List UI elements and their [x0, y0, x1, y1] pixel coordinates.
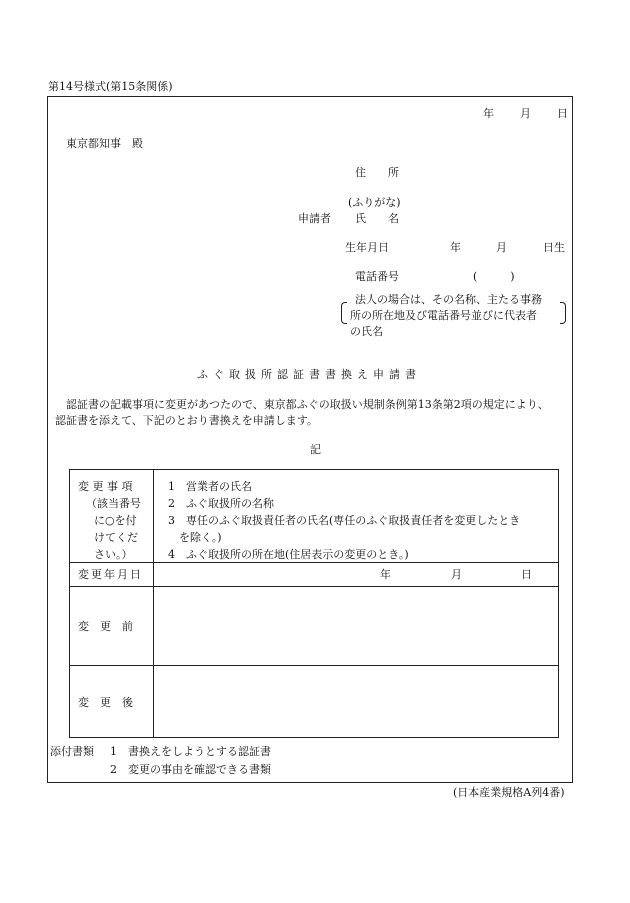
phone-label: 電話番号	[355, 270, 399, 283]
change-item: 3 専任のふぐ取扱責任者の氏名(専任のふぐ取扱責任者を変更したとき	[168, 514, 521, 528]
addressee: 東京都知事 殿	[66, 137, 143, 150]
before-label: 変 更 前	[78, 620, 133, 633]
change-items-label-line: に○を付	[94, 514, 137, 528]
change-items-label-line: けてくだ	[94, 531, 138, 545]
phone-parens: ( )	[473, 270, 515, 283]
attachment-item-1: 1 書換えをしようとする認証書	[110, 745, 271, 758]
change-items-label-line: 変 更 事 項	[78, 480, 133, 493]
after-label: 変 更 後	[78, 696, 133, 709]
name-label: 氏 名	[355, 212, 399, 225]
corporate-note	[350, 292, 564, 340]
address-label: 住 所	[355, 166, 399, 179]
body-line-2: 認証書を添えて、下記のとおり書換えを申請します。	[55, 414, 318, 427]
change-item: 4 ふぐ取扱所の所在地(住居表示の変更のとき。)	[168, 548, 409, 562]
change-item-list	[168, 478, 520, 563]
attachments-label: 添付書類	[50, 745, 94, 758]
change-items-label	[78, 478, 150, 563]
birth-day-label: 日生	[543, 241, 565, 254]
left-bracket	[341, 302, 347, 324]
change-items-label-line: さい。）	[94, 548, 133, 562]
birth-date-label: 生年月日	[345, 241, 389, 254]
change-item: 1 営業者の氏名	[168, 480, 252, 493]
change-date-month: 月	[451, 568, 462, 581]
corporate-note-line-1: 法人の場合は、その名称、主たる事務	[355, 293, 542, 306]
table-row-divider-2	[70, 586, 558, 587]
table-column-divider	[153, 470, 154, 737]
applicant-label: 申請者	[298, 212, 331, 225]
change-date-day: 日	[521, 568, 532, 581]
table-row-divider-3	[70, 665, 558, 666]
change-date-label: 変更年月日	[78, 568, 143, 581]
paper-size-note: (日本産業規格A列4番)	[453, 786, 565, 799]
furigana-label: (ふりがな)	[348, 196, 401, 209]
form-number: 第14号様式(第15条関係)	[48, 80, 173, 93]
body-line-1: 認証書の記載事項に変更があつたので、東京都ふぐの取扱い規制条例第13条第2項の規定により、	[66, 398, 549, 411]
birth-year-label: 年	[450, 241, 461, 254]
document-title: ふぐ取扱所認証書書換え申請書	[197, 368, 421, 381]
date-month-label: 月	[520, 107, 531, 120]
change-details-table	[69, 469, 559, 738]
corporate-note-line-3: の氏名	[350, 324, 383, 338]
birth-month-label: 月	[496, 241, 507, 254]
corporate-note-line-2: 所の所在地及び電話番号並びに代表者	[350, 308, 537, 322]
change-item: を除く。)	[168, 531, 222, 545]
change-item: 2 ふぐ取扱所の名称	[168, 497, 274, 511]
ki-heading: 記	[310, 443, 321, 456]
change-date-year: 年	[380, 568, 391, 581]
date-day-label: 日	[557, 107, 568, 120]
attachment-item-2: 2 変更の事由を確認できる書類	[110, 763, 271, 776]
change-items-label-line: （該当番号	[86, 497, 141, 511]
date-year-label: 年	[483, 107, 494, 120]
